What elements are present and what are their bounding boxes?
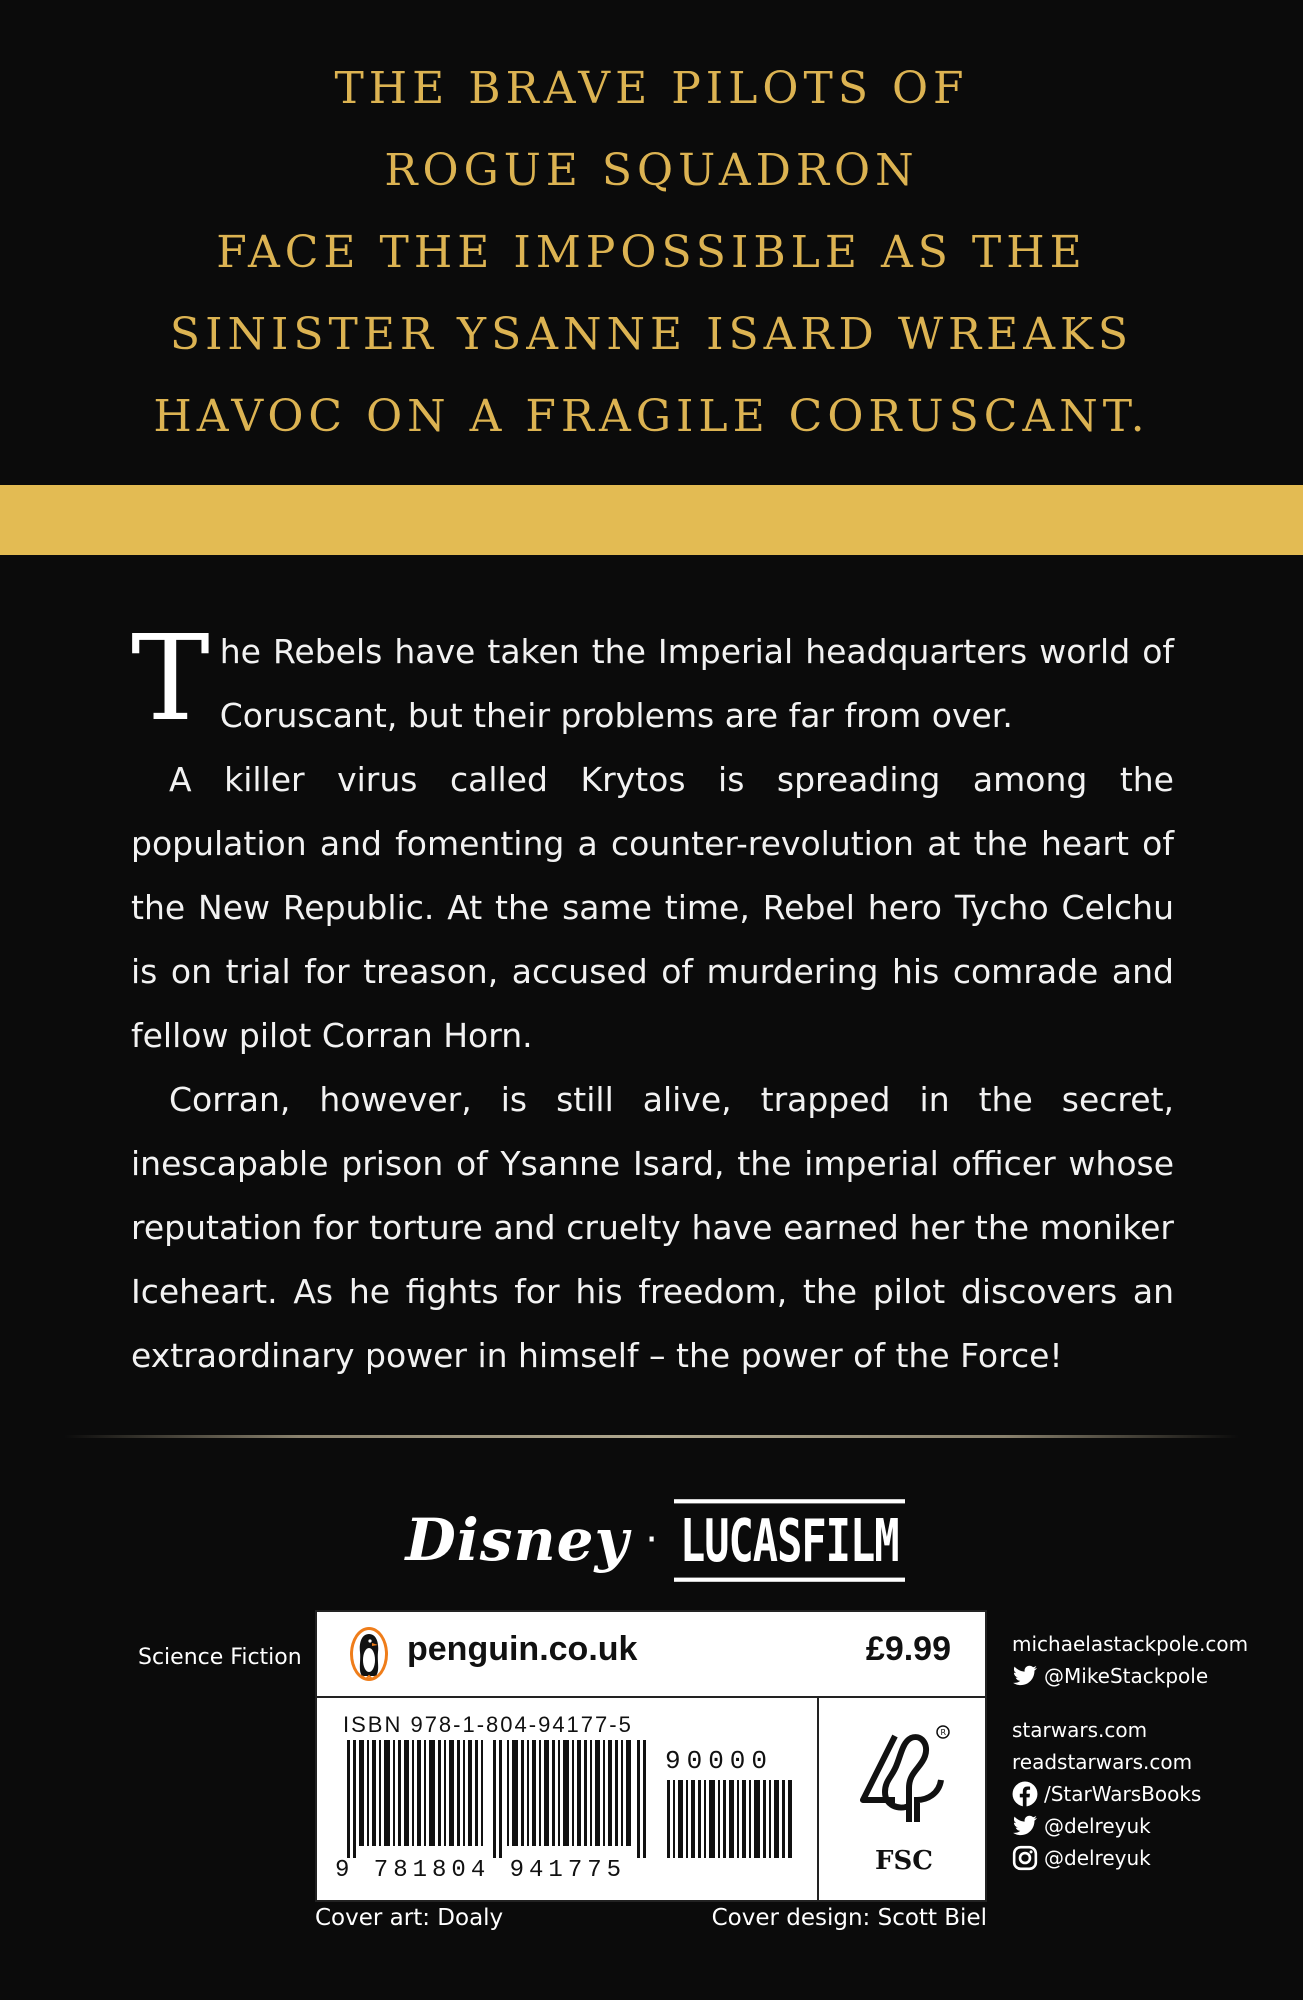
twitter-icon (1012, 1813, 1038, 1839)
penguin-icon (349, 1626, 389, 1682)
blurb-paragraph-3: Corran, however, is still alive, trapped in the secret, inescapable prison of Ysanne Isard, the imperial officer whose reputation for torture and cruelty have earned her the moniker Iceheart. As he fights for his freedom, the pilot discovers an extraordinary power in himself – the power of the Force! (131, 1080, 1174, 1375)
barcode-digits: 9 781804 941775 (335, 1857, 627, 1884)
instagram-link[interactable] (1012, 1842, 1302, 1874)
author-site-link[interactable] (1012, 1628, 1302, 1660)
tagline-line: SINISTER YSANNE ISARD WREAKS (169, 309, 1134, 360)
lucasfilm-logo: LUCASFILM (674, 1499, 905, 1582)
readstarwars-text: readstarwars.com (1012, 1750, 1193, 1774)
author-twitter-link[interactable] (1012, 1660, 1302, 1692)
svg-text:R: R (940, 1728, 947, 1737)
cover-design-credit: Cover design: Scott Biel (711, 1905, 987, 1931)
starwars-link[interactable] (1012, 1714, 1302, 1746)
publisher-logos (405, 1495, 899, 1585)
isbn: ISBN 978-1-804-94177-5 (343, 1712, 633, 1737)
barcode-box-header (317, 1612, 985, 1698)
author-twitter-text: @MikeStackpole (1044, 1664, 1209, 1688)
blurb-paragraph-2: A killer virus called Krytos is spreading among the population and fomenting a counter-revolution at the heart of the New Republic. At the same time, Rebel hero Tycho Celchu is on trial for treason, accused of murdering his comrade and fellow pilot Corran Horn. (131, 760, 1174, 1055)
tagline-line: FACE THE IMPOSSIBLE AS THE (216, 227, 1087, 278)
tagline-line: THE BRAVE PILOTS OF (334, 63, 969, 114)
blurb-paragraph-1-text: he Rebels have taken the Imperial headquarters world of Coruscant, but their problems are far from over. (219, 632, 1174, 735)
facebook-text: /StarWarsBooks (1044, 1782, 1202, 1806)
tagline-line: ROGUE SQUADRON (384, 145, 919, 196)
drop-cap: T (131, 609, 210, 747)
cover-art-credit: Cover art: Doaly (315, 1905, 504, 1931)
author-site-text: michaelastackpole.com (1012, 1632, 1249, 1656)
blurb-paragraph-1 (131, 609, 1174, 748)
tagline (0, 48, 1303, 458)
barcode-box (315, 1610, 987, 1902)
starwars-text: starwars.com (1012, 1718, 1148, 1742)
price-code: 90000 (665, 1746, 774, 1776)
tagline-line: HAVOC ON A FRAGILE CORUSCANT. (153, 391, 1150, 442)
blurb (131, 609, 1174, 1388)
instagram-icon (1012, 1845, 1038, 1871)
facebook-icon (1012, 1781, 1038, 1807)
social-links (1012, 1628, 1302, 1874)
price: £9.99 (865, 1630, 951, 1668)
fsc-mark (817, 1696, 989, 1902)
logo-separator: · (645, 1517, 658, 1563)
penguin-url[interactable]: penguin.co.uk (407, 1630, 638, 1668)
barcode-main (343, 1740, 655, 1858)
twitter-text: @delreyuk (1044, 1814, 1151, 1838)
genre-label: Science Fiction (138, 1645, 302, 1670)
disney-logo: Disney (405, 1506, 630, 1574)
fsc-tree-icon (855, 1722, 953, 1834)
twitter-icon (1012, 1663, 1038, 1689)
facebook-link[interactable] (1012, 1778, 1302, 1810)
barcode-addon (665, 1780, 797, 1858)
gold-band (0, 485, 1303, 555)
readstarwars-link[interactable] (1012, 1746, 1302, 1778)
instagram-text: @delreyuk (1044, 1846, 1151, 1870)
divider (64, 1435, 1239, 1438)
fsc-label: FSC (875, 1846, 933, 1876)
twitter-link[interactable] (1012, 1810, 1302, 1842)
